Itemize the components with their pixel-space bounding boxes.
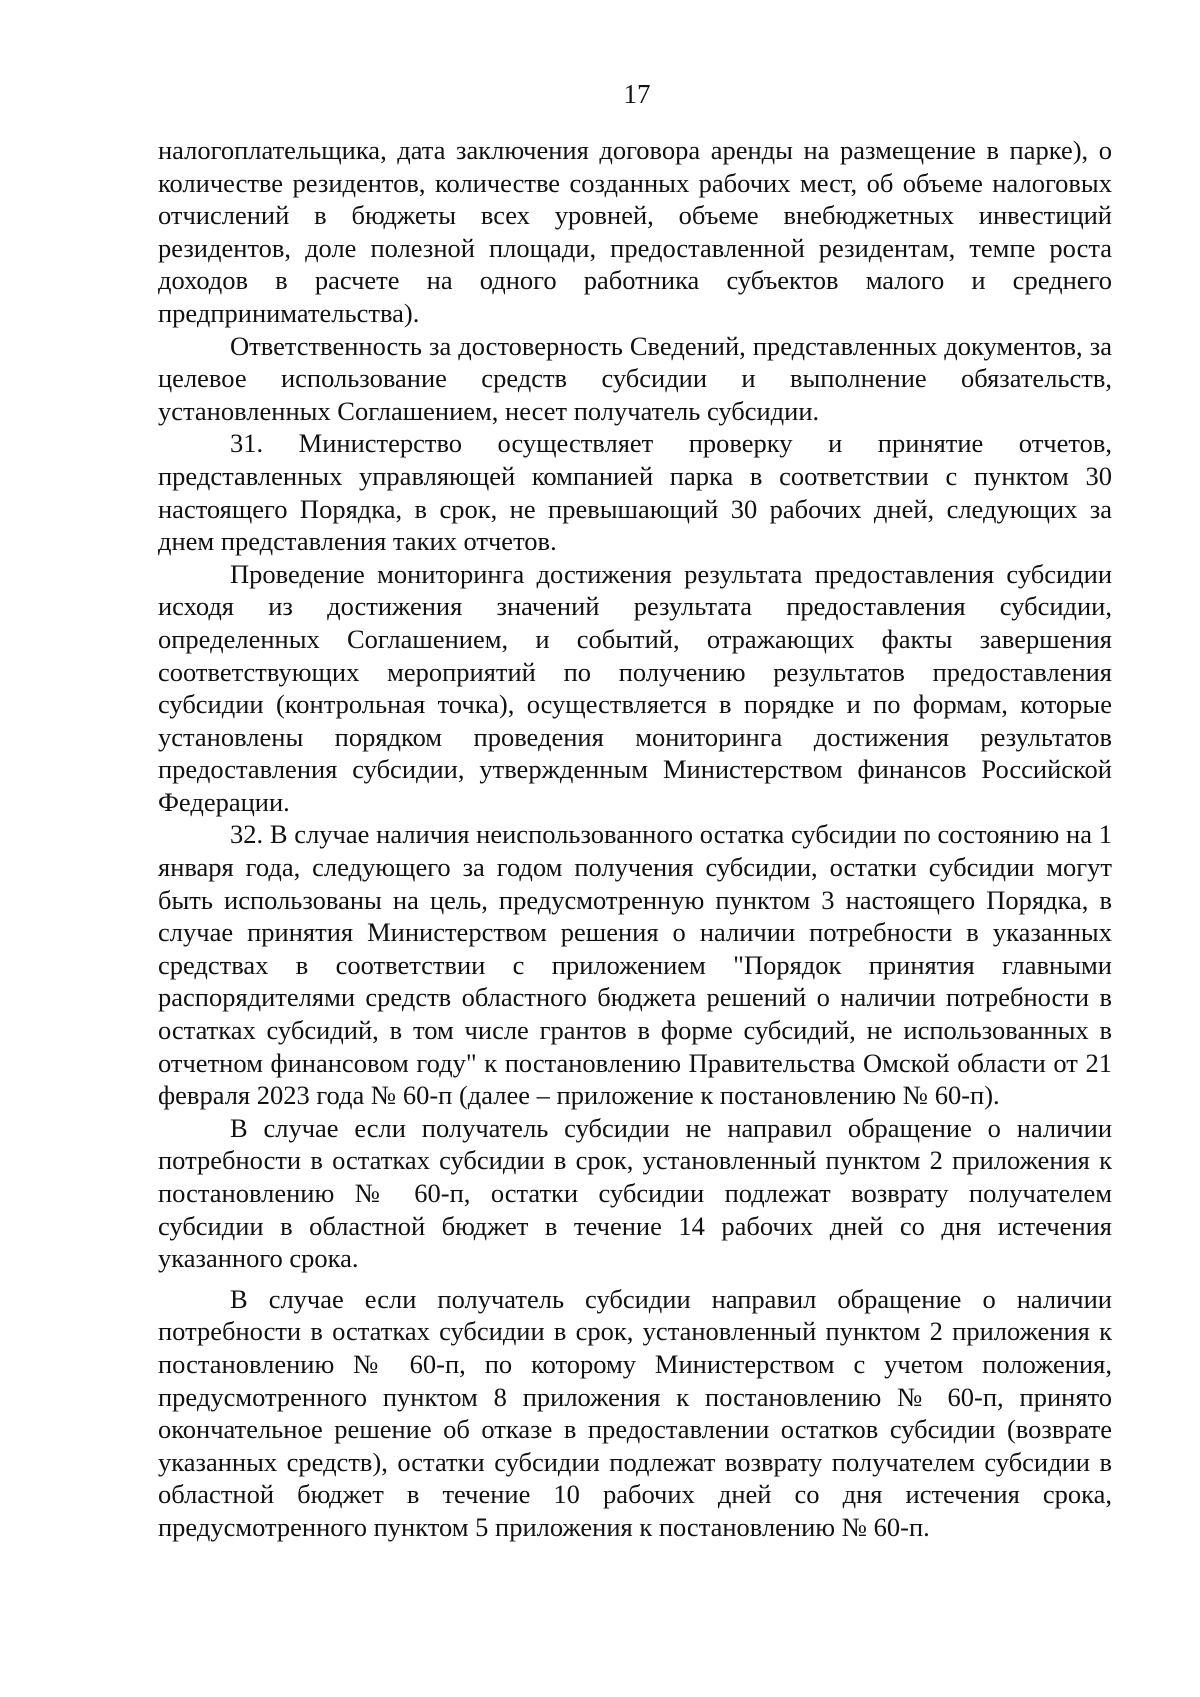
page-number: 17	[623, 79, 651, 109]
paragraph-request-denied: В случае если получатель субсидии направил обращение о наличии потребности в остатках субсидии в срок, установленный пунктом 2 приложения к постановлению № 60-п, по которому Министерством с учетом положения, предусмотренного пунктом 8 приложения к постановлению № 60-п, принято окончательное решение об отказе в предоставлении остатков субсидии (возврате указанных средств), остатки субсидии подлежат возврату получателем субсидии в областной бюджет в течение 10 рабочих дней со дня истечения срока, предусмотренного пунктом 5 приложения к постановлению № 60-п.	[158, 1283, 1112, 1542]
document-body	[158, 134, 1112, 1544]
paragraph-no-request: В случае если получатель субсидии не направил обращение о наличии потребности в остатках субсидии в срок, установленный пунктом 2 приложения к постановлению № 60-п, остатки субсидии подлежат возврату получателем субсидии в областной бюджет в течение 14 рабочих дней со дня истечения указанного срока.	[158, 1112, 1112, 1274]
paragraph-gap	[158, 1275, 1112, 1283]
paragraph-32: 32. В случае наличия неиспользованного остатка субсидии по состоянию на 1 января года, следующего за годом получения субсидии, остатки субсидии могут быть использованы на цель, предусмотренную пунктом 3 настоящего Порядка, в случае принятия Министерством решения о наличии потребности в указанных средствах в соответствии с приложением "Порядок принятия главными распорядителями средств областного бюджета решений о наличии потребности в остатках субсидий, в том числе грантов в форме субсидий, не использованных в отчетном финансовом году" к постановлению Правительства Омской области от 21 февраля 2023 года № 60-п (далее – приложение к постановлению № 60-п).	[158, 819, 1112, 1111]
paragraph-continuation: налогоплательщика, дата заключения договора аренды на размещение в парке), о количестве резидентов, количестве созданных рабочих мест, об объеме налоговых отчислений в бюджеты всех уровней, объеме внебюджетных инвестиций резидентов, доле полезной площади, предоставленной резидентам, темпе роста доходов в расчете на одного работника субъектов малого и среднего предпринимательства).	[158, 135, 1112, 328]
paragraph-monitoring: Проведение мониторинга достижения результата предоставления субсидии исходя из достижения значений результата предоставления субсидии, определенных Соглашением, и событий, отражающих факты завершения соответствующих мероприятий по получению результатов предоставления субсидии (контрольная точка), осуществляется в порядке и по формам, которые установлены порядком проведения мониторинга достижения результатов предоставления субсидии, утвержденным Министерством финансов Российской Федерации.	[158, 558, 1112, 817]
paragraph-31: 31. Министерство осуществляет проверку и принятие отчетов, представленных управляющей компанией парка в соответствии с пунктом 30 настоящего Порядка, в срок, не превышающий 30 рабочих дней, следующих за днем представления таких отчетов.	[158, 428, 1112, 557]
paragraph-responsibility: Ответственность за достоверность Сведений, представленных документов, за целевое использование средств субсидии и выполнение обязательств, установленных Соглашением, несет получатель субсидии.	[158, 330, 1112, 426]
